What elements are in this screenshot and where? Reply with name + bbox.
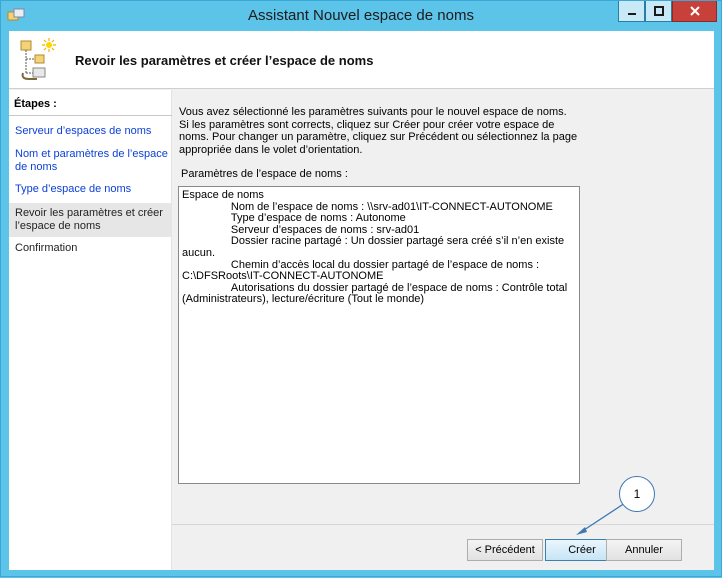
namespace-wizard-icon (17, 37, 57, 83)
steps-heading: Étapes : (14, 98, 57, 110)
close-icon (690, 6, 700, 16)
minimize-button[interactable] (618, 1, 645, 22)
main-content (172, 90, 714, 514)
create-button[interactable]: Créer (545, 539, 619, 561)
footer-divider (172, 524, 714, 525)
wizard-header (9, 31, 714, 89)
cancel-button[interactable]: Annuler (606, 539, 682, 561)
wizard-body (9, 31, 714, 570)
window-title: Assistant Nouvel espace de noms (248, 7, 474, 24)
steps-sidebar (9, 90, 172, 570)
maximize-button[interactable] (645, 1, 672, 22)
page-title: Revoir les paramètres et créer l’espace de noms (75, 53, 374, 68)
close-button[interactable] (672, 1, 717, 22)
step-serveur-link[interactable]: Serveur d’espaces de noms (15, 125, 152, 137)
previous-button[interactable]: < Précédent (467, 539, 543, 561)
step-revoir-current: Revoir les paramètres et créer l’espace de noms (9, 203, 172, 237)
callout-badge: 1 (619, 476, 655, 512)
minimize-icon (627, 6, 637, 16)
steps-divider (9, 115, 172, 116)
step-nom-parametres-link[interactable]: Nom et paramètres de l’espace de noms (15, 148, 168, 173)
title-bar[interactable] (1, 1, 721, 31)
params-label: Paramètres de l’espace de noms : (181, 168, 348, 180)
intro-text: Vous avez sélectionné les paramètres suivants pour le nouvel espace de noms. Si les paramètres sont corrects, cliquez sur Créer pour créer votre espace de noms. Pour changer un paramètre, cliquez sur Précédent ou sélectionnez la page appropriée dans le volet d’orientation. (179, 106, 578, 156)
params-textbox[interactable]: Espace de noms Nom de l’espace de noms : \\srv-ad01\IT-CONNECT-AUTONOME Type d’espace de noms : Autonome Serveur d’espaces de noms : srv-ad01 Dossier racine partagé : Un dossier partagé sera créé s’il n’en existe aucun. Chemin d’accès local du dossier partagé de l’espace de noms : C:\DFSRoots\IT-CONNECT-AUTONOME Autorisations du dossier partagé de l’espace de noms : Contrôle total (Administrateurs), lecture/écriture (Tout le monde) (178, 186, 580, 484)
step-confirmation: Confirmation (15, 242, 78, 254)
maximize-icon (654, 6, 664, 16)
step-type-link[interactable]: Type d’espace de noms (15, 183, 132, 195)
